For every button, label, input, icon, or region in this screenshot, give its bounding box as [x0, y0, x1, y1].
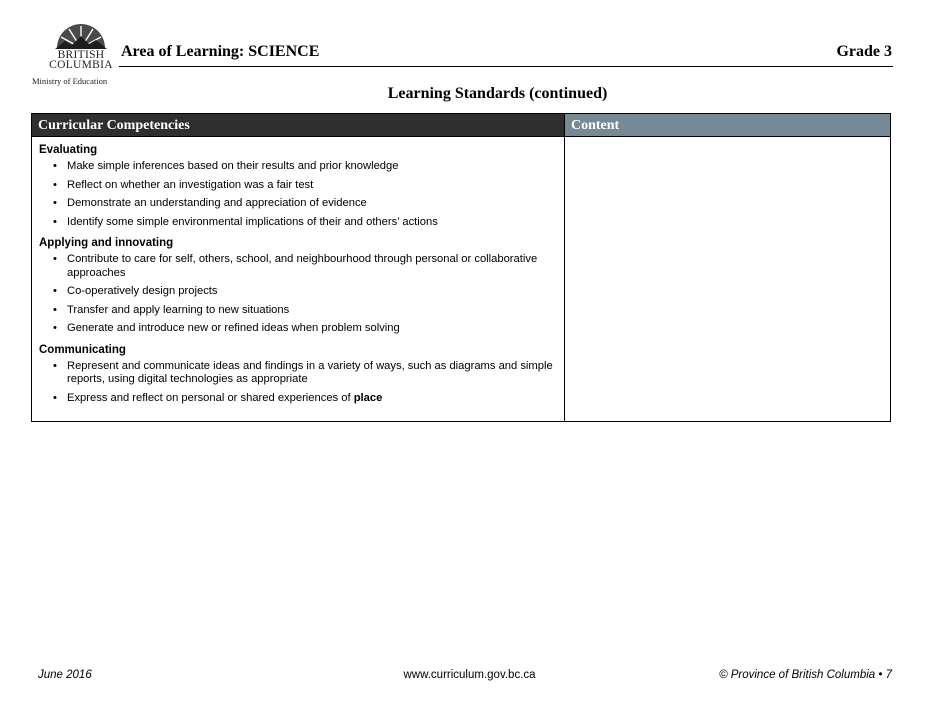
section-title: Communicating [39, 343, 126, 356]
section-subtitle: Learning Standards (continued) [387, 85, 608, 102]
footer-date: June 2016 [38, 669, 92, 681]
footer-url: www.curriculum.gov.bc.ca [403, 669, 536, 681]
content-header: Content [565, 114, 890, 137]
list-item: • Co-operatively design projects [67, 285, 556, 299]
section-communicating [39, 344, 556, 406]
section-title: Evaluating [39, 144, 98, 156]
list-item-text: Express and reflect on personal or shared experiences of [67, 391, 354, 404]
list-item: • Identify some simple environmental implications of their and others’ actions [67, 216, 556, 230]
bullet-list [39, 360, 556, 406]
list-item: • Make simple inferences based on their results and prior knowledge [67, 160, 556, 174]
logo-line2: COLUMBIA [49, 59, 113, 71]
competencies-cell [32, 137, 564, 405]
list-item: • Demonstrate an understanding and appreciation of evidence [67, 197, 556, 211]
list-item: • Generate and introduce new or refined ideas when problem solving [67, 322, 556, 336]
header-divider [119, 66, 893, 67]
content-column [565, 114, 890, 421]
list-item: • Reflect on whether an investigation was a fair test [67, 179, 556, 193]
list-item: • Contribute to care for self, others, school, and neighbourhood through personal or collaborative approaches [67, 253, 556, 280]
footer-copyright: © Province of British Columbia • 7 [719, 669, 892, 681]
page-title: Area of Learning: SCIENCE [121, 43, 320, 60]
section-title: Applying and innovating [39, 237, 174, 249]
bc-logo [32, 18, 126, 86]
bc-sun-mountains-icon [55, 18, 107, 50]
bullet-list [39, 253, 556, 336]
standards-table [31, 113, 891, 422]
logo-line1: BRITISH [57, 49, 105, 61]
grade-label: Grade 3 [836, 43, 892, 60]
list-item [67, 392, 556, 406]
competencies-header: Curricular Competencies [32, 114, 564, 137]
logo-ministry: Ministry of Education [32, 76, 108, 86]
bullet-list [39, 160, 556, 229]
list-item: • Transfer and apply learning to new situations [67, 304, 556, 318]
list-item: • Represent and communicate ideas and findings in a variety of ways, such as diagrams and simple reports, using digital technologies as appropriate [67, 360, 556, 387]
emphasis-place: place [353, 391, 383, 404]
section-evaluating [39, 144, 556, 229]
competencies-column [32, 114, 565, 421]
section-applying [39, 237, 556, 336]
